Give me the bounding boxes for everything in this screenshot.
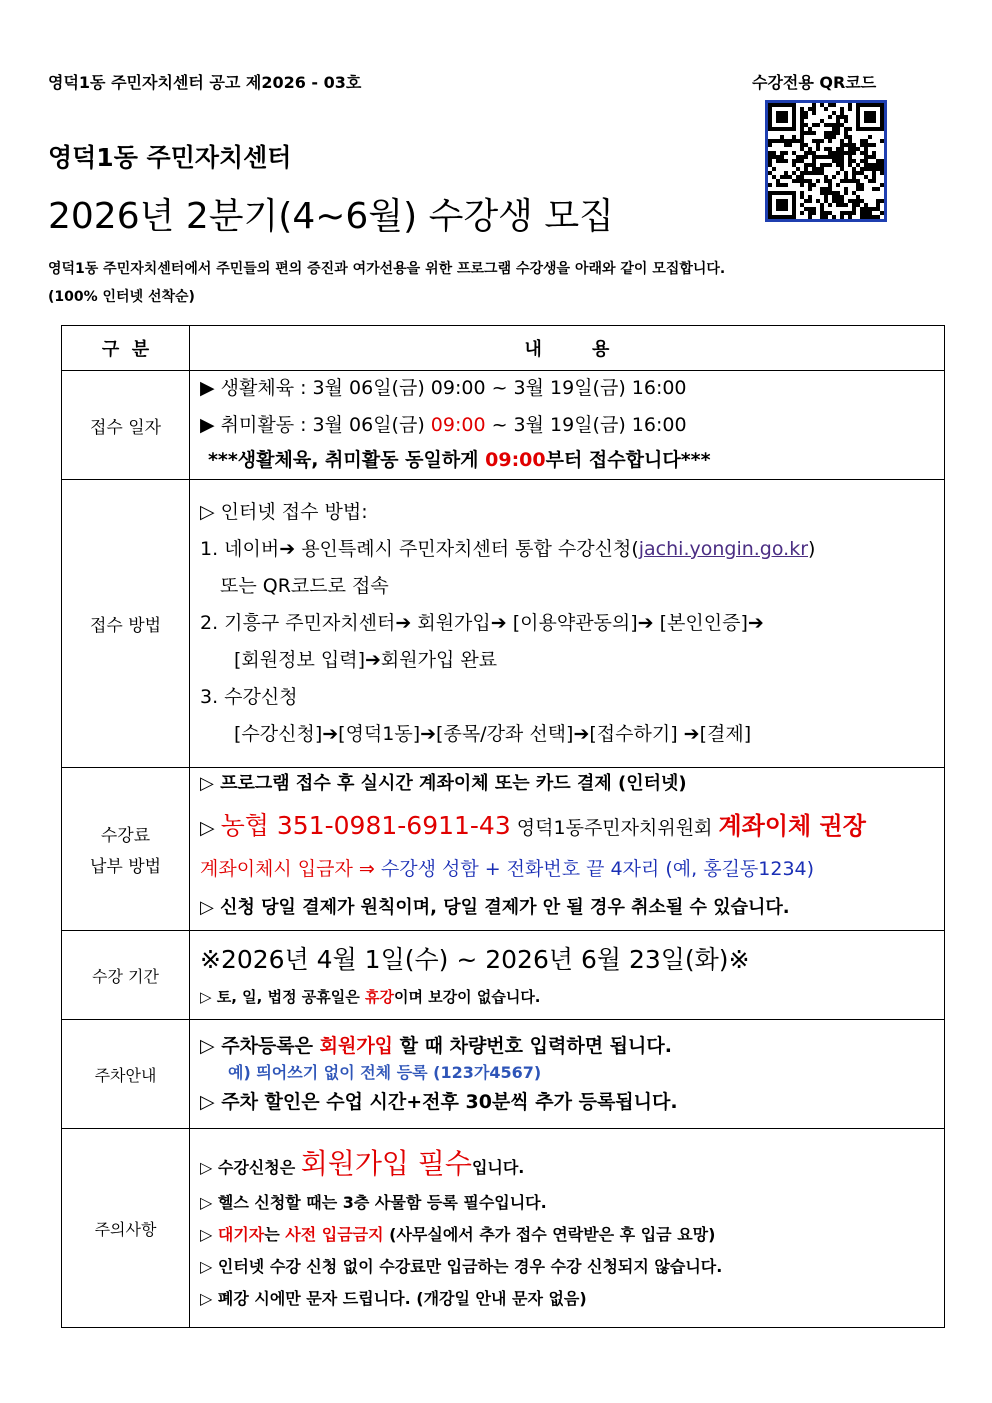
reception-date-line3: [200, 447, 934, 475]
line-text: ▷ 주차등록은: [200, 1035, 320, 1057]
period-content: [190, 931, 945, 1020]
period-line1: ※2026년 4월 1일(수) ~ 2026년 6월 23일(화)※: [200, 945, 750, 974]
start-time-highlight: 09:00: [485, 449, 546, 471]
qr-code[interactable]: [765, 100, 887, 222]
line-text: 입니다.: [471, 1158, 525, 1177]
method-line5: [회원정보 입력]➔회원가입 완료: [234, 649, 498, 671]
fee-line2: [200, 803, 934, 849]
notes-line2: ▷ 헬스 신청할 때는 3층 사물함 등록 필수입니다.: [200, 1193, 547, 1212]
reception-date-line1: ▶ 생활체육 : 3월 06일(금) 09:00 ~ 3월 19일(금) 16:00: [200, 377, 687, 399]
method-line4: 2. 기흥구 주민자치센터➔ 회원가입➔ [이용약관동의]➔ [본인인증]➔: [200, 612, 764, 634]
no-prepay-highlight: 사전 입금금지: [285, 1225, 384, 1244]
reception-date-label: 접수 일자: [62, 371, 190, 480]
fee-payment-label: [62, 768, 190, 931]
notes-line1: [200, 1141, 934, 1187]
table-row-reception-date: [62, 371, 945, 480]
line-text: 이며 보강이 없습니다.: [393, 988, 541, 1006]
method-line3: 또는 QR코드로 접속: [220, 575, 389, 597]
method-line7: [수강신청]➔[영덕1동]➔[종목/강좌 선택]➔[접수하기] ➔[결제]: [234, 723, 752, 745]
signup-highlight: 회원가입: [319, 1035, 394, 1057]
line-text: ▷: [200, 817, 221, 839]
fee-line4: ▷ 신청 당일 결제가 원칙이며, 당일 결제가 안 될 경우 취소될 수 있습니다.: [200, 897, 790, 918]
line-text: ▶ 취미활동 : 3월 06일(금): [200, 414, 431, 436]
line-text: 는: [264, 1225, 286, 1244]
method-line6: 3. 수강신청: [200, 686, 298, 708]
line-text: (사무실에서 추가 접수 연락받은 후 입금 요망): [383, 1225, 716, 1244]
line-text: ~ 3월 19일(금) 16:00: [485, 414, 687, 436]
line-text: 1. 네이버➔ 용인특례시 주민자치센터 통합 수강신청(: [200, 538, 639, 560]
reception-date-line2: [200, 410, 934, 447]
table-row-notes: [62, 1129, 945, 1328]
notes-line5: ▷ 폐강 시에만 문자 드립니다. (개강일 안내 문자 없음): [200, 1289, 587, 1308]
qr-code-icon: [768, 103, 884, 219]
qr-label: 수강전용 QR코드: [752, 73, 877, 92]
header-content: 내 용: [190, 326, 945, 371]
parking-label: 주차안내: [62, 1020, 190, 1129]
info-table: [61, 325, 945, 1328]
line-text: 부터 접수합니다***: [545, 449, 711, 471]
method-line1: ▷ 인터넷 접수 방법:: [200, 501, 368, 523]
page-title: 2026년 2분기(4~6월) 수강생 모집: [48, 196, 614, 237]
registration-link[interactable]: jachi.yongin.go.kr: [638, 538, 809, 560]
waitlist-highlight: 대기자: [217, 1225, 265, 1244]
table-row-fee-payment: [62, 768, 945, 931]
period-line2: [200, 985, 934, 1013]
line-text: 할 때 차량번호 입력하면 됩니다.: [393, 1035, 672, 1057]
notice-number: 영덕1동 주민자치센터 공고 제2026 - 03호: [48, 73, 362, 92]
line-text: ▷ 수강신청은: [200, 1158, 301, 1177]
depositor-label: 계좌이체시 입금자 ⇒: [200, 858, 381, 880]
fee-label-line2: 납부 방법: [89, 857, 162, 877]
account-holder: 영덕1동주민자치위원회: [510, 817, 719, 839]
transfer-recommended: 계좌이체 권장: [718, 812, 866, 840]
parking-line1: [200, 1031, 934, 1061]
signup-required: 회원가입 필수: [300, 1147, 472, 1180]
reception-date-content: [190, 371, 945, 480]
start-time-highlight: 09:00: [430, 414, 486, 436]
notes-line3: [200, 1219, 934, 1251]
fee-label-line1: 수강료: [100, 826, 151, 846]
notes-line4: ▷ 인터넷 수강 신청 없이 수강료만 입금하는 경우 수강 신청되지 않습니다.: [200, 1257, 723, 1276]
line-text: ▷ 토, 일, 법정 공휴일은: [200, 988, 365, 1006]
notes-content: [190, 1129, 945, 1328]
fee-payment-content: [190, 768, 945, 931]
header-category: 구 분: [62, 326, 190, 371]
period-label: 수강 기간: [62, 931, 190, 1020]
parking-content: [190, 1020, 945, 1129]
notes-label: 주의사항: [62, 1129, 190, 1328]
parking-example: 예) 띄어쓰기 없이 전체 등록 (123가4567): [228, 1063, 542, 1082]
reception-method-content: [190, 480, 945, 768]
fee-line1: ▷ 프로그램 접수 후 실시간 계좌이체 또는 카드 결제 (인터넷): [200, 773, 687, 794]
parking-line3: ▷ 주차 할인은 수업 시간+전후 30분씩 추가 등록됩니다.: [200, 1091, 678, 1113]
table-row-parking: [62, 1020, 945, 1129]
reception-method-label: 접수 방법: [62, 480, 190, 768]
intro-note: (100% 인터넷 선착순): [48, 289, 195, 305]
line-text: ***생활체육, 취미활동 동일하게: [208, 449, 486, 471]
method-line2: [200, 531, 934, 568]
organization-name: 영덕1동 주민자치센터: [48, 143, 292, 172]
table-row-period: [62, 931, 945, 1020]
line-text: ▷: [200, 1225, 218, 1244]
depositor-format: 수강생 성함 + 전화번호 끝 4자리 (예, 홍길동1234): [380, 858, 815, 880]
line-text: ): [808, 538, 816, 560]
fee-line3: [200, 849, 934, 889]
table-row-reception-method: [62, 480, 945, 768]
intro-text: 영덕1동 주민자치센터에서 주민들의 편의 증진과 여가선용을 위한 프로그램 수강생을 아래와 같이 모집합니다.: [48, 261, 726, 277]
bank-account: 농협 351-0981-6911-43: [220, 811, 511, 840]
no-class-highlight: 휴강: [364, 988, 394, 1006]
table-header-row: [62, 326, 945, 371]
